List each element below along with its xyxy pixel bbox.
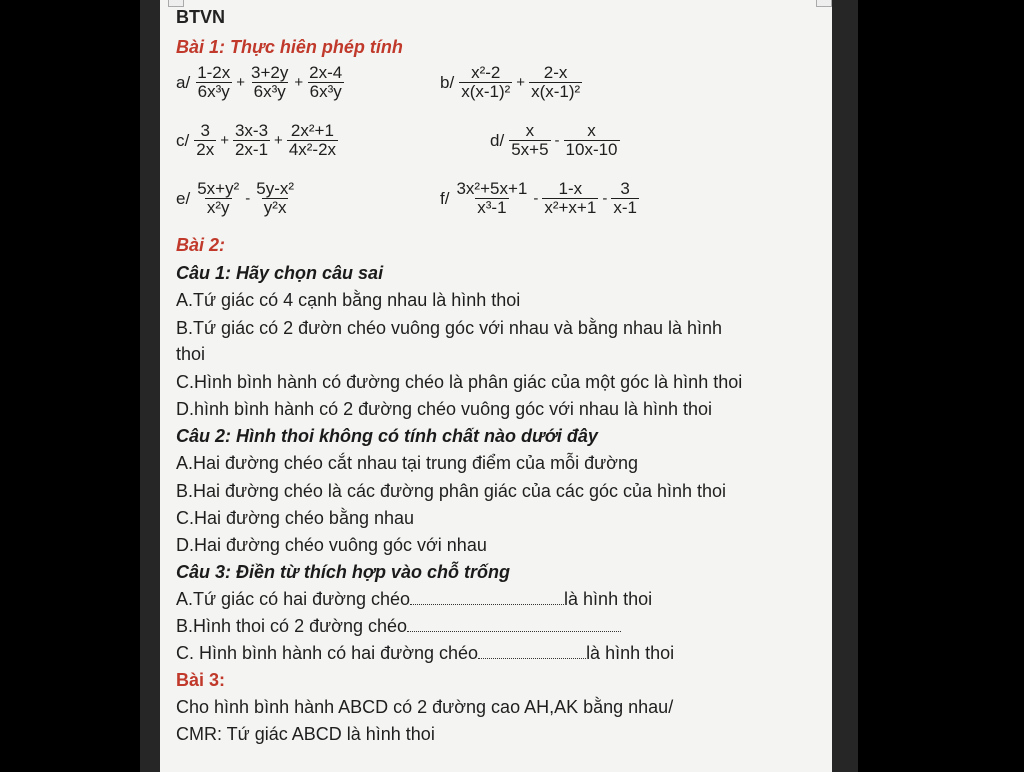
problem-d xyxy=(490,122,621,159)
operator: - xyxy=(554,132,560,149)
denominator: 6x³y xyxy=(197,82,230,101)
q2-option-b: B.Hai đường chéo là các đường phân giác của các góc của hình thoi xyxy=(176,481,727,501)
q1-option-a: A.Tứ giác có 4 cạnh bằng nhau là hình thoi xyxy=(176,290,521,310)
left-black-margin xyxy=(0,0,140,772)
problem-label: e/ xyxy=(176,188,191,208)
denominator: 4x²-2x xyxy=(288,140,337,159)
q3-a-text: A.Tứ giác có hai đường chéo xyxy=(176,589,411,609)
denominator: x(x-1)² xyxy=(531,82,581,101)
q1-option-b: B.Tứ giác có 2 đườn chéo vuông góc với nhau và bằng nhau là hình xyxy=(176,318,723,338)
q3-item-b xyxy=(176,615,621,637)
numerator: 3 xyxy=(620,179,630,198)
fraction xyxy=(542,180,598,217)
q3-item-c xyxy=(176,642,674,664)
fraction xyxy=(611,180,639,217)
fraction xyxy=(195,180,241,217)
q2-option-d: D.Hai đường chéo vuông góc với nhau xyxy=(176,535,487,555)
q2-heading: Câu 2: Hình thoi không có tính chất nào dưới đây xyxy=(176,426,598,446)
bai3-title: Bài 3: xyxy=(176,670,226,690)
q3-item-a xyxy=(176,588,652,610)
numerator: 1-2x xyxy=(197,63,231,82)
numerator: 2x-4 xyxy=(309,63,343,82)
numerator: 3x-3 xyxy=(234,121,269,140)
fraction xyxy=(307,64,344,101)
q2-option-a: A.Hai đường chéo cắt nhau tại trung điểm của mỗi đường xyxy=(176,453,638,473)
denominator: y²x xyxy=(263,198,287,217)
bai2-title: Bài 2: xyxy=(176,235,226,255)
operator: + xyxy=(220,132,229,149)
denominator: 2x xyxy=(196,140,215,159)
page-corner-right xyxy=(816,0,832,7)
fraction xyxy=(254,180,296,217)
q3-c-suffix: là hình thoi xyxy=(586,643,675,663)
right-black-margin xyxy=(858,0,1024,772)
operator: + xyxy=(274,132,283,149)
numerator: 1-x xyxy=(558,179,583,198)
blank-line xyxy=(407,617,621,632)
problem-label: b/ xyxy=(440,72,455,92)
operator: + xyxy=(516,74,526,91)
q3-heading: Câu 3: Điền từ thích hợp vào chỗ trống xyxy=(176,562,510,582)
operator: + xyxy=(294,74,304,91)
fraction xyxy=(459,64,512,101)
fraction xyxy=(454,180,529,217)
numerator: 5y-x² xyxy=(256,179,295,198)
q3-c-text: C. Hình bình hành có hai đường chéo xyxy=(176,643,479,663)
problem-a xyxy=(176,64,345,101)
fraction xyxy=(564,122,620,159)
bai3-line-2: CMR: Tứ giác ABCD là hình thoi xyxy=(176,724,435,744)
fraction xyxy=(287,122,338,159)
problem-label: a/ xyxy=(176,72,191,92)
denominator: 2x-1 xyxy=(234,140,269,159)
problem-c xyxy=(176,122,339,159)
q3-a-suffix: là hình thoi xyxy=(564,589,653,609)
numerator: 3 xyxy=(200,121,210,140)
denominator: 6x³y xyxy=(309,82,342,101)
fraction xyxy=(233,122,270,159)
numerator: 2x²+1 xyxy=(290,121,334,140)
fraction xyxy=(194,122,216,159)
problem-f xyxy=(440,180,640,217)
denominator: 10x-10 xyxy=(565,140,618,159)
denominator: x³-1 xyxy=(477,198,507,217)
document-page xyxy=(160,0,832,772)
q3-b-text: B.Hình thoi có 2 đường chéo xyxy=(176,616,407,636)
operator: + xyxy=(236,74,246,91)
fraction xyxy=(529,64,582,101)
right-bezel xyxy=(832,0,858,772)
denominator: x-1 xyxy=(613,198,637,217)
problem-label: d/ xyxy=(490,130,505,150)
numerator: 3x²+5x+1 xyxy=(456,179,528,198)
denominator: x(x-1)² xyxy=(461,82,511,101)
bai3-line-1: Cho hình bình hành ABCD có 2 đường cao AH,AK bằng nhau/ xyxy=(176,697,674,717)
q1-option-d: D.hình bình hành có 2 đường chéo vuông góc với nhau là hình thoi xyxy=(176,399,713,419)
blank-line xyxy=(410,590,564,605)
problem-b xyxy=(440,64,583,101)
left-bezel xyxy=(140,0,160,772)
denominator: x²+x+1 xyxy=(544,198,597,217)
operator: - xyxy=(602,190,608,207)
q1-heading: Câu 1: Hãy chọn câu sai xyxy=(176,263,384,283)
operator: - xyxy=(245,190,251,207)
numerator: x xyxy=(587,121,596,140)
problem-label: f/ xyxy=(440,188,450,208)
numerator: x xyxy=(525,121,535,140)
fraction xyxy=(195,64,232,101)
denominator: 6x³y xyxy=(253,82,286,101)
q1-option-b-cont: thoi xyxy=(176,344,206,364)
blank-line xyxy=(478,644,586,659)
bai1-title: Bài 1: Thực hiên phép tính xyxy=(176,37,403,57)
fraction xyxy=(249,64,290,101)
denominator: x²y xyxy=(206,198,230,217)
q1-option-c: C.Hình bình hành có đường chéo là phân giác của một góc là hình thoi xyxy=(176,372,743,392)
problem-e xyxy=(176,180,297,217)
problem-label: c/ xyxy=(176,130,190,150)
fraction xyxy=(509,122,550,159)
numerator: 3+2y xyxy=(251,63,289,82)
numerator: 2-x xyxy=(543,63,568,82)
operator: - xyxy=(533,190,539,207)
numerator: x²-2 xyxy=(471,63,501,82)
denominator: 5x+5 xyxy=(511,140,549,159)
numerator: 5x+y² xyxy=(197,179,240,198)
q2-option-c: C.Hai đường chéo bằng nhau xyxy=(176,508,415,528)
doc-heading: BTVN xyxy=(176,7,225,27)
